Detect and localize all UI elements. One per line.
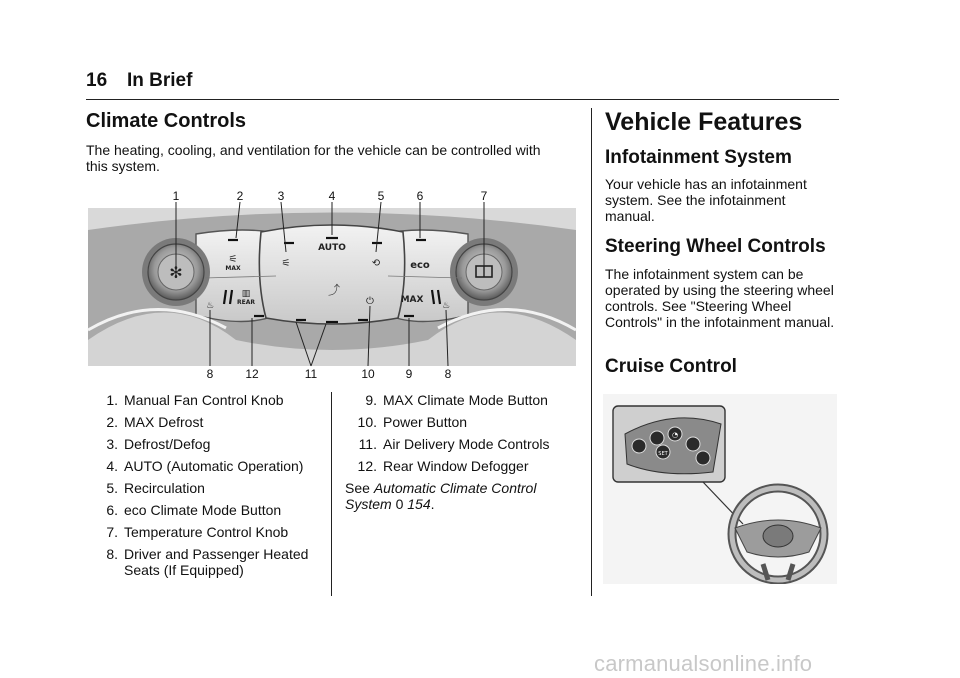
infotainment-text: Your vehicle has an infotainment system. See the infotainment manual.: [605, 176, 807, 224]
legend-item: 9. MAX Climate Mode Button: [365, 392, 548, 408]
callout-5: 5: [377, 190, 385, 203]
max-defrost-icon: ⚟: [228, 254, 238, 265]
legend-item: 2. MAX Defrost: [106, 414, 204, 430]
section-title: In Brief: [127, 70, 193, 91]
defrost-icon: ⚟: [281, 258, 291, 269]
eco-label: eco: [410, 260, 430, 271]
auto-label: AUTO: [318, 243, 346, 253]
rear-label: REAR: [237, 299, 255, 306]
see-prefix: See: [345, 480, 370, 496]
watermark: carmanualsonline.info: [594, 651, 813, 676]
rear-defog-icon: ▥: [241, 289, 251, 299]
header-divider: [86, 99, 839, 100]
air-delivery-icon: ⤴: [327, 283, 341, 297]
callout-8-left: 8: [206, 367, 214, 380]
legend-item: 4. AUTO (Automatic Operation): [106, 458, 304, 474]
center-button-bezel: [259, 225, 404, 324]
legend-item: 12. Rear Window Defogger: [357, 458, 529, 474]
callout-2: 2: [236, 190, 244, 203]
callout-4: 4: [328, 190, 336, 203]
climate-control-panel-illustration: [86, 190, 578, 380]
legend-column-2: [345, 392, 585, 512]
see-suffix: .: [430, 496, 435, 512]
page-ref-arrow-icon: 0: [395, 496, 404, 512]
callout-6: 6: [416, 190, 424, 203]
power-icon: ⏻: [366, 296, 374, 307]
callout-12: 12: [245, 367, 259, 380]
heated-seat-right-icon: ♨: [441, 301, 451, 311]
cruise-icon: ◔: [671, 431, 679, 439]
cruise-set-label: SET: [658, 451, 668, 457]
max-ac-label: MAX: [400, 295, 424, 305]
legend-column-divider: [331, 392, 332, 596]
heated-seat-left-icon: ♨: [205, 301, 215, 311]
callout-3: 3: [277, 190, 285, 203]
legend-item: 11. Air Delivery Mode Controls: [358, 436, 550, 452]
page-number: 16: [86, 70, 108, 91]
callout-7: 7: [480, 190, 488, 203]
callout-10: 10: [361, 367, 375, 380]
legend-item: 5. Recirculation: [106, 480, 205, 496]
see-link[interactable]: Automatic Climate Control System: [345, 480, 537, 512]
climate-intro: The heating, cooling, and ventilation for the vehicle can be controlled with this system.: [86, 142, 541, 174]
cruise-heading: Cruise Control: [605, 356, 737, 377]
steering-heading: Steering Wheel Controls: [605, 236, 826, 257]
callout-8-right: 8: [444, 367, 452, 380]
max-defrost-label: MAX: [225, 265, 241, 272]
recirculation-icon: ⟲: [371, 258, 381, 269]
fan-icon: ✻: [169, 263, 183, 282]
legend-item: 1. Manual Fan Control Knob: [106, 392, 284, 408]
callout-1: 1: [172, 190, 180, 203]
vehicle-features-heading: Vehicle Features: [605, 108, 803, 136]
legend-item: 8. Driver and Passenger Heated Seats (If Equipped): [106, 546, 309, 578]
infotainment-heading: Infotainment System: [605, 147, 792, 168]
legend-item: 6. eco Climate Mode Button: [106, 502, 282, 518]
column-divider: [591, 108, 592, 596]
cross-reference: [345, 480, 585, 512]
see-page[interactable]: 154: [407, 496, 431, 512]
legend-item: 3. Defrost/Defog: [106, 436, 211, 452]
steering-text: The infotainment system can be operated by using the steering wheel controls. See "Steering Wheel Controls" in the infotainment manual.: [605, 266, 835, 330]
cruise-control-illustration: [603, 394, 837, 584]
legend-column-1: [86, 392, 326, 584]
legend-item: 10. Power Button: [357, 414, 468, 430]
legend-item: 7. Temperature Control Knob: [106, 524, 289, 540]
callout-9: 9: [405, 367, 413, 380]
climate-heading: Climate Controls: [86, 110, 247, 132]
callout-11: 11: [304, 367, 318, 380]
